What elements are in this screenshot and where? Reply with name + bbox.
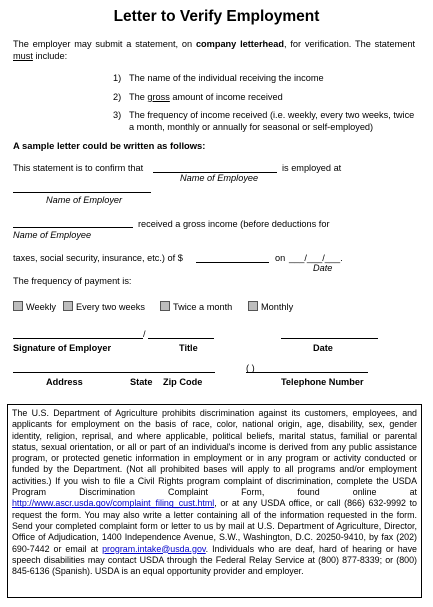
checkbox-twice-a-month[interactable] — [160, 301, 232, 313]
intro-text: The employer may submit a statement, on — [13, 39, 196, 49]
phone-blank[interactable] — [246, 372, 368, 373]
notice-text: . Individuals who are deaf, hard of hearing or have speech disabilities may contact USDA through the Federal Relay Service at (800) 877-8339; or (800) 845-6136 (Spanish). USDA is an equal opportunity provider and employer. — [12, 543, 417, 577]
letter-line3-pre: taxes, social security, insurance, etc.) of $ — [13, 253, 183, 263]
checkbox-monthly[interactable] — [248, 301, 293, 313]
page-title: Letter to Verify Employment — [113, 8, 320, 25]
date-sign-blank[interactable] — [281, 338, 378, 339]
checkbox-label: Monthly — [261, 302, 294, 312]
phone-area-code[interactable]: ( ) — [246, 363, 255, 373]
name-of-employee-label-2: Name of Employee — [13, 230, 92, 240]
state-label: State — [130, 377, 153, 387]
complaint-form-link[interactable]: http://www.ascr.usda.gov/complaint_filing_cust.html — [12, 498, 215, 509]
letter-line1-post: is employed at — [282, 163, 342, 173]
list-item-text: The frequency of income received (i.e. weekly, every two weeks, twice a month, monthly or annually for seasonal or self-employed) — [129, 110, 415, 132]
date-blank[interactable]: ___/___/___. — [289, 253, 343, 263]
checkbox-icon[interactable] — [160, 301, 170, 311]
program-intake-email-link[interactable]: program.intake@usda.gov — [102, 543, 206, 554]
employer-name-blank[interactable] — [13, 192, 151, 193]
checkbox-every-two-weeks[interactable] — [63, 301, 145, 313]
checkbox-label: Weekly — [26, 302, 56, 312]
amount-blank[interactable] — [196, 262, 269, 263]
list-text: The — [129, 92, 148, 102]
letter-line1-pre: This statement is to confirm that — [13, 163, 144, 173]
address-label: Address — [46, 377, 83, 387]
checkbox-weekly[interactable] — [13, 301, 56, 313]
zip-label: Zip Code — [163, 377, 203, 387]
employee-name-blank-2[interactable] — [13, 227, 133, 228]
list-item-number: 3) — [113, 110, 122, 120]
intro-paragraph — [13, 38, 415, 62]
letter-line2-post: received a gross income (before deductions for — [138, 219, 330, 229]
phone-label: Telephone Number — [281, 377, 364, 387]
checkbox-icon[interactable] — [248, 301, 258, 311]
checkbox-icon[interactable] — [13, 301, 23, 311]
title-label: Title — [179, 343, 198, 353]
name-of-employee-label: Name of Employee — [180, 173, 259, 183]
list-item-number: 1) — [113, 73, 122, 83]
frequency-label: The frequency of payment is: — [13, 276, 132, 286]
signature-blank[interactable] — [13, 338, 143, 339]
list-item-text — [129, 91, 419, 103]
date-label: Date — [313, 263, 333, 273]
list-item-text: The name of the individual receiving the income — [129, 73, 324, 83]
intro-text: include: — [32, 51, 68, 61]
intro-text: , for verification. The statement — [284, 39, 415, 49]
checkbox-label: Every two weeks — [76, 302, 145, 312]
date-sign-label: Date — [313, 343, 333, 353]
intro-bold: company letterhead — [195, 39, 284, 49]
usda-nondiscrimination-notice — [7, 404, 422, 598]
address-blank[interactable] — [13, 372, 215, 373]
list-text: amount of income received — [169, 92, 283, 102]
letter-on: on — [275, 253, 286, 263]
list-item-number: 2) — [113, 92, 122, 102]
name-of-employer-label: Name of Employer — [46, 195, 123, 205]
checkbox-label: Twice a month — [173, 302, 233, 312]
notice-text: The U.S. Department of Agriculture prohibits discrimination against its customers, employees, and applicants for employment on the basis of race, color, national origin, age, disability, sex, gender identity, religion, reprisal, and where applicable, political beliefs, marital status, familial or parental status, sexual orientation, or all or part of an individual's income is derived from any public assistance program, or protected genetic information in employment or in any program or activity conducted or funded by the Department. (Not all prohibited bases will apply to all programs and/or employment activities.) If you wish to file a Civil Rights program complaint of discrimination, complete the USDA Program Discrimination Complaint Form, found online at — [12, 408, 417, 498]
signature-label: Signature of Employer — [13, 343, 112, 353]
notice-text: , or at any USDA office, or call (866) 632-9992 to request the form. You may also write a letter containing all of the information requested in the form. Send your completed complaint form or letter to us by mail at U.S. Department of Agriculture, Director, Office of Adjudication, 1400 Independence Avenue, S.W., Washington, D.C. 20250-9410, by fax (202) 690-7442 or email at — [12, 498, 417, 554]
list-underlined: gross — [147, 92, 170, 102]
title-blank[interactable] — [148, 338, 214, 339]
signature-slash: / — [143, 329, 146, 339]
intro-must: must — [13, 51, 33, 61]
sample-heading: A sample letter could be written as follows: — [13, 140, 206, 151]
checkbox-icon[interactable] — [63, 301, 73, 311]
